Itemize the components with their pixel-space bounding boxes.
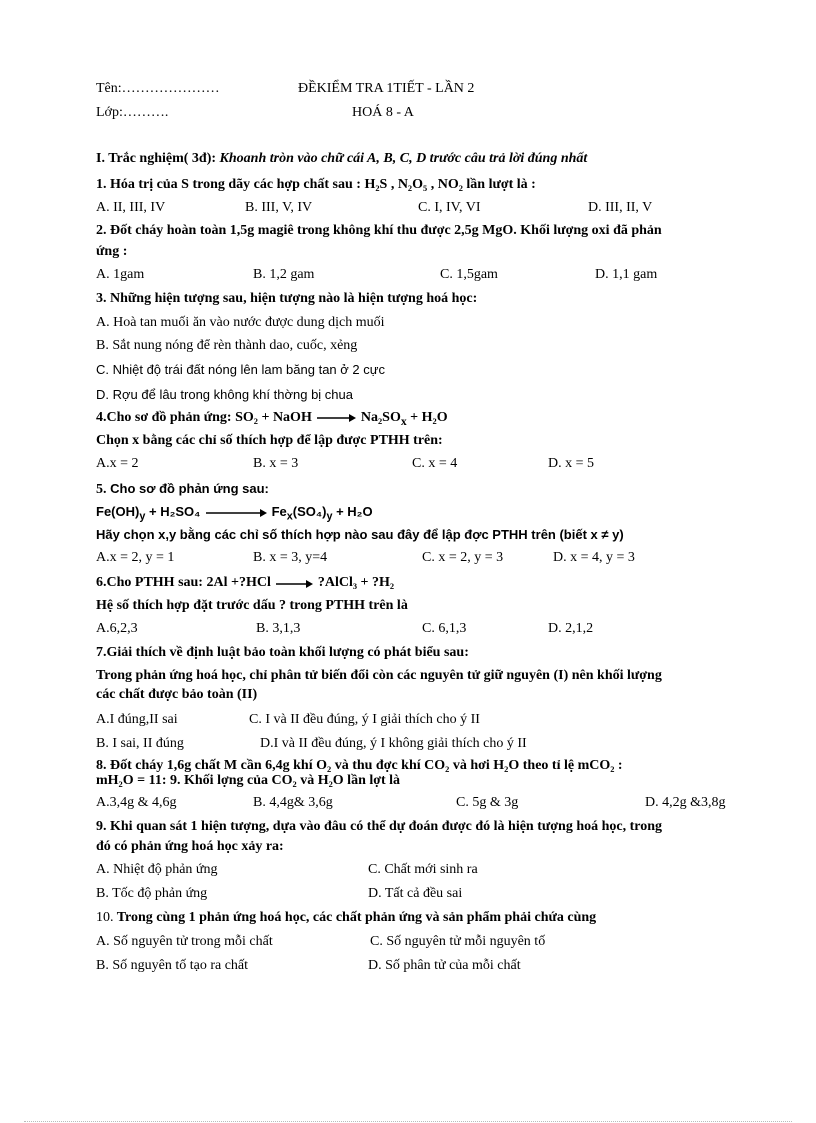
q8-stem-line2: mH₂O = 11: 9. Khối lợng của CO₂ và H₂O lần lợt là (96, 773, 401, 788)
q9-option-a[interactable]: A. Nhiệt độ phản ứng (96, 862, 218, 877)
q10-stem (96, 909, 596, 927)
q1-option-b[interactable]: B. III, V, IV (245, 200, 313, 215)
q6-products: ?AlCl₃ + ?H₂ (317, 575, 395, 590)
q9-option-b[interactable]: B. Tốc độ phản ứng (96, 886, 208, 901)
q3-option-a[interactable]: A. Hoà tan muối ăn vào nước được dung dịch muối (96, 315, 385, 330)
q4-option-b[interactable]: B. x = 3 (253, 456, 299, 471)
section-heading: I. Trắc nghiệm( 3đ): (96, 151, 220, 166)
q8-option-a[interactable]: A.3,4g & 4,6g (96, 795, 177, 810)
q7-option-d[interactable]: D.I và II đều đúng, ý I không giải thích cho ý II (260, 736, 527, 751)
q1-option-c[interactable]: C. I, IV, VI (418, 200, 481, 215)
q6-stem (96, 574, 394, 592)
q1-option-a[interactable]: A. II, III, IV (96, 200, 166, 215)
q4-question: Chọn x bằng các chỉ số thích hợp để lập được PTHH trên: (96, 433, 443, 448)
q5-stem (96, 480, 269, 499)
q6-option-a[interactable]: A.6,2,3 (96, 621, 138, 636)
q5-option-b[interactable]: B. x = 3, y=4 (253, 550, 328, 565)
q9-option-d[interactable]: D. Tất cả đều sai (368, 886, 463, 901)
q4-reactants: 4.Cho sơ đồ phản ứng: SO₂ + NaOH (96, 410, 312, 425)
q10-number: 10. (96, 910, 114, 925)
q2-option-d[interactable]: D. 1,1 gam (595, 267, 658, 282)
q2-option-b[interactable]: B. 1,2 gam (253, 267, 315, 282)
q3-option-d[interactable]: D. Rợu để lâu trong không khí thờng bị chua (96, 387, 353, 402)
q5-equation: $Fe(OH)_y + H_2SO_4$ $Fe_x(SO_4)_y + H_2O$ (96, 504, 373, 523)
q10-option-a[interactable]: A. Số nguyên tử trong mỗi chất (96, 934, 273, 949)
q5-question: Hãy chọn x,y bằng các chỉ số thích hợp nào sau đây để lập đợc PTHH trên (biết x ≠ y) (96, 527, 624, 542)
q10-option-b[interactable]: B. Số nguyên tố tạo ra chất (96, 958, 249, 973)
q9-stem-line2: đó có phản ứng hoá học xảy ra: (96, 839, 284, 854)
q1-option-d[interactable]: D. III, II, V (588, 200, 653, 215)
q5-number: 5. (96, 482, 107, 497)
q7-statement-line1: Trong phản ứng hoá học, chỉ phân tử biến đổi còn các nguyên tử giữ nguyên (I) nên khối lượng (96, 668, 662, 683)
reaction-arrow-icon (315, 413, 357, 423)
q5-option-c[interactable]: C. x = 2, y = 3 (422, 550, 504, 565)
q5-text: Cho sơ đồ phản ứng sau: (106, 481, 269, 496)
q2-option-c[interactable]: C. 1,5gam (440, 267, 498, 282)
page-bottom-divider (24, 1121, 792, 1122)
section-instruction: Khoanh tròn vào chữ cái A, B, C, D trước câu trả lời đúng nhất (219, 151, 588, 166)
q10-option-c[interactable]: C. Số nguyên tử mỗi nguyên tố (370, 934, 546, 949)
q6-option-c[interactable]: C. 6,1,3 (422, 621, 467, 636)
q6-option-d[interactable]: D. 2,1,2 (548, 621, 594, 636)
q2-option-a[interactable]: A. 1gam (96, 267, 145, 282)
q4-x-subscript: x (400, 414, 407, 428)
section-title (96, 150, 587, 168)
q4-option-a[interactable]: A.x = 2 (96, 456, 139, 471)
q9-option-c[interactable]: C. Chất mới sinh ra (368, 862, 478, 877)
q4-option-c[interactable]: C. x = 4 (412, 456, 458, 471)
q6-option-b[interactable]: B. 3,1,3 (256, 621, 301, 636)
q7-statement-line2: các chất được bảo toàn (II) (96, 687, 258, 702)
reaction-arrow-icon (204, 508, 268, 518)
q8-number: 8. (96, 758, 107, 773)
q1-stem: 1. Hóa trị của S trong dãy các hợp chất sau : H₂S , N₂O₅ , NO₂ lần lượt là : (96, 177, 536, 192)
name-field: Tên:………………… (96, 81, 220, 96)
q7-option-a[interactable]: A.I đúng,II sai (96, 712, 178, 727)
q8-option-b[interactable]: B. 4,4g& 3,6g (253, 795, 333, 810)
q4-products: $Na_2SO_x + H_2O$ (360, 410, 448, 428)
q8-option-c[interactable]: C. 5g & 3g (456, 795, 519, 810)
q2-stem-line1: 2. Đốt cháy hoàn toàn 1,5g magiê trong không khí thu được 2,5g MgO. Khối lượng oxi đã phản (96, 223, 662, 238)
q4-option-d[interactable]: D. x = 5 (548, 456, 595, 471)
q7-option-b[interactable]: B. I sai, II đúng (96, 736, 184, 751)
reaction-arrow-icon (274, 578, 314, 588)
q5-option-d[interactable]: D. x = 4, y = 3 (553, 550, 635, 565)
q7-option-c[interactable]: C. I và II đều đúng, ý I giải thích cho ý II (249, 712, 480, 727)
q6-question: Hệ số thích hợp đặt trước dấu ? trong PTHH trên là (96, 598, 408, 613)
q3-option-c[interactable]: C. Nhiệt độ trái đất nóng lên lam băng tan ở 2 cực (96, 362, 385, 377)
q6-reactants: 6.Cho PTHH sau: 2Al +?HCl (96, 575, 271, 590)
q7-stem: 7.Giải thích về định luật bảo toàn khối lượng có phát biểu sau: (96, 645, 469, 660)
q10-text: Trong cùng 1 phản ứng hoá học, các chất phản ứng và sản phẩm phải chứa cùng (113, 910, 597, 925)
q10-option-d[interactable]: D. Số phân tử của mỗi chất (368, 958, 521, 973)
q2-stem-line2: ứng : (96, 244, 128, 259)
q8-option-d[interactable]: D. 4,2g &3,8g (645, 795, 726, 810)
q3-stem: 3. Những hiện tượng sau, hiện tượng nào là hiện tượng hoá học: (96, 291, 478, 306)
q3-option-b[interactable]: B. Sắt nung nóng để rèn thành dao, cuốc, xẻng (96, 338, 358, 353)
exam-title: ĐỀKIỂM TRA 1TIẾT - LẦN 2 (298, 81, 475, 96)
q5-option-a[interactable]: A.x = 2, y = 1 (96, 550, 175, 565)
subject-label: HOÁ 8 - A (352, 105, 414, 120)
q8-text: Đốt cháy 1,6g chất M cần 6,4g khí O₂ và thu đợc khí CO₂ và hơi H₂O theo tỉ lệ mCO₂ : (106, 758, 623, 773)
q9-stem-line1: 9. Khi quan sát 1 hiện tượng, dựa vào đâu có thể dự đoán được đó là hiện tượng hoá học, trong (96, 819, 663, 834)
q4-stem (96, 409, 448, 431)
class-field: Lớp:………. (96, 105, 169, 120)
